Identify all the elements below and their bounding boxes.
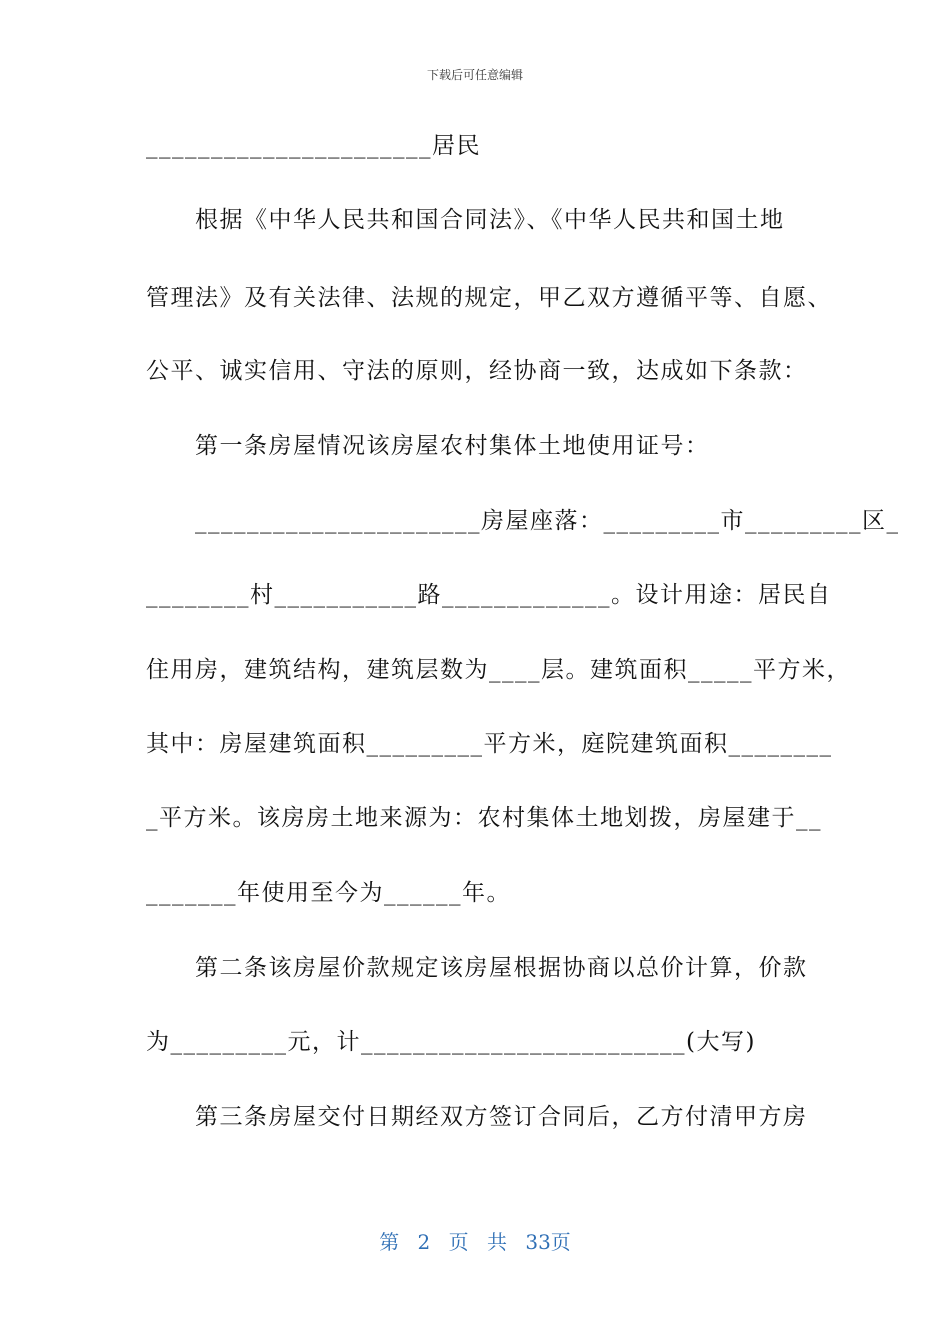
body-line: 第三条房屋交付日期经双方签订合同后，乙方付清甲方房	[146, 1104, 808, 1130]
footer-label-gong: 共	[487, 1230, 507, 1254]
page-footer	[0, 1226, 950, 1255]
body-line: _______年使用至今为______年。	[146, 880, 511, 906]
body-line: ______________________居民	[146, 133, 481, 159]
body-line: ________村___________路_____________。设计用途：居民自	[146, 582, 832, 608]
footer-label-ye: 页	[448, 1230, 469, 1254]
footer-page-current: 2	[417, 1230, 431, 1254]
body-line: 第二条该房屋价款规定该房屋根据协商以总价计算，价款	[146, 955, 808, 981]
body-line: 为_________元，计_________________________(大写)	[146, 1029, 756, 1055]
body-line: ______________________房屋座落：_________市_________区_	[146, 508, 900, 534]
footer-page-total: 33页	[525, 1230, 571, 1254]
body-line: 住用房，建筑结构，建筑层数为____层。建筑面积_____平方米，	[146, 657, 851, 683]
body-line: 公平、诚实信用、守法的原则，经协商一致，达成如下条款：	[146, 358, 808, 384]
body-line: _平方米。该房房土地来源为：农村集体土地划拨，房屋建于__	[146, 805, 822, 831]
body-line: 根据《中华人民共和国合同法》、《中华人民共和国土地	[146, 207, 785, 233]
body-line: 第一条房屋情况该房屋农村集体土地使用证号：	[146, 433, 710, 459]
page-header-note: 下载后可任意编辑	[426, 68, 523, 82]
body-line: 管理法》及有关法律、法规的规定，甲乙双方遵循平等、自愿、	[146, 285, 832, 311]
footer-label-di: 第	[379, 1230, 400, 1254]
body-line: 其中：房屋建筑面积_________平方米，庭院建筑面积________	[146, 731, 833, 757]
